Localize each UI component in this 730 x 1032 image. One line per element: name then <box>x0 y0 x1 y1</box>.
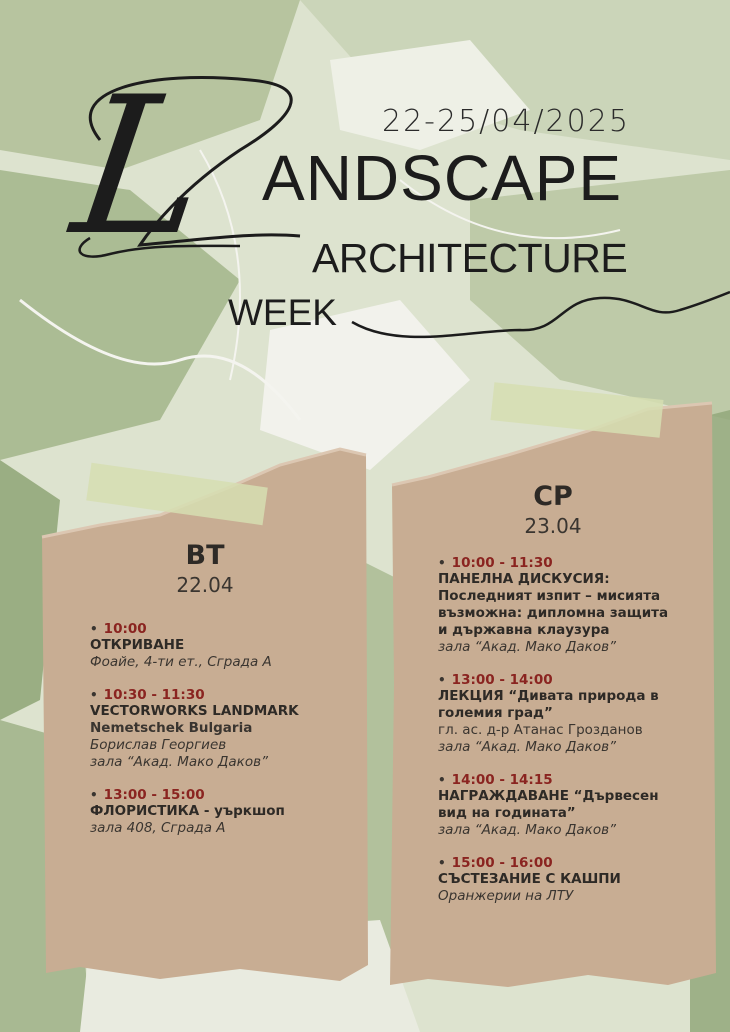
bullet-icon: • <box>438 673 446 687</box>
event-title: и държавна клаузура <box>438 622 610 638</box>
schedule-item <box>438 555 708 656</box>
day-card-wednesday <box>388 385 718 990</box>
title-landscape: ANDSCAPE <box>262 142 623 214</box>
event-speaker: гл. ас. д-р Атанас Грозданов <box>438 722 643 738</box>
schedule-item <box>438 855 708 905</box>
event-title: НАГРАЖДАВАНЕ “Дървесен <box>438 788 659 804</box>
event-title: ОТКРИВАНЕ <box>90 637 185 653</box>
event-title: СЪСТЕЗАНИЕ С КАШПИ <box>438 871 621 887</box>
event-location: Оранжерии на ЛТУ <box>438 888 574 904</box>
event-time: 13:00 - 15:00 <box>103 787 205 803</box>
event-time: 10:00 - 11:30 <box>451 555 553 571</box>
event-location: зала “Акад. Мако Даков” <box>438 822 617 838</box>
day-name: СР <box>533 481 573 512</box>
event-speaker: Борислав Георгиев <box>90 737 227 753</box>
day-date: 23.04 <box>524 514 582 538</box>
title-architecture: ARCHITECTURE <box>312 235 628 281</box>
bullet-icon: • <box>438 856 446 870</box>
event-title: ПАНЕЛНА ДИСКУСИЯ: <box>438 571 610 587</box>
day-card-tuesday <box>40 445 370 985</box>
bullet-icon: • <box>90 622 98 636</box>
event-location: зала 408, Сграда А <box>90 820 226 836</box>
event-time: 15:00 - 16:00 <box>451 855 553 871</box>
event-organizer: Nemetschek Bulgaria <box>90 720 253 736</box>
event-title: VECTORWORKS LANDMARK <box>90 703 299 719</box>
event-title: ФЛОРИСТИКА - уъркшоп <box>90 803 285 819</box>
schedule-item <box>438 672 708 756</box>
event-title: възможна: дипломна защита <box>438 605 669 621</box>
event-title: големия град” <box>438 705 553 721</box>
bullet-icon: • <box>90 688 98 702</box>
schedule-item <box>90 787 360 837</box>
bullet-icon: • <box>438 556 446 570</box>
bullet-icon: • <box>90 788 98 802</box>
event-dates: 22-25/04/2025 <box>382 104 630 139</box>
schedule-item <box>90 621 360 671</box>
event-time: 14:00 - 14:15 <box>451 772 553 788</box>
event-location: зала “Акад. Мако Даков” <box>438 739 617 755</box>
schedule-item <box>438 772 708 839</box>
day-date: 22.04 <box>176 573 234 597</box>
event-time: 13:00 - 14:00 <box>451 672 553 688</box>
event-title: Последният изпит – мисията <box>438 588 661 604</box>
day-name: ВТ <box>185 540 225 571</box>
poster-header <box>0 0 730 370</box>
event-location: зала “Акад. Мако Даков” <box>438 639 617 655</box>
event-title: вид на годината” <box>438 805 576 821</box>
title-script-initial: L <box>62 56 220 277</box>
event-location: зала “Акад. Мако Даков” <box>90 754 269 770</box>
event-time: 10:30 - 11:30 <box>103 687 205 703</box>
event-title: ЛЕКЦИЯ “Дивата природа в <box>438 688 659 704</box>
bullet-icon: • <box>438 773 446 787</box>
title-week: WEEK <box>228 292 337 333</box>
schedule-item <box>90 687 360 771</box>
event-time: 10:00 <box>103 621 147 637</box>
event-location: Фоайе, 4-ти ет., Сграда А <box>90 654 272 670</box>
